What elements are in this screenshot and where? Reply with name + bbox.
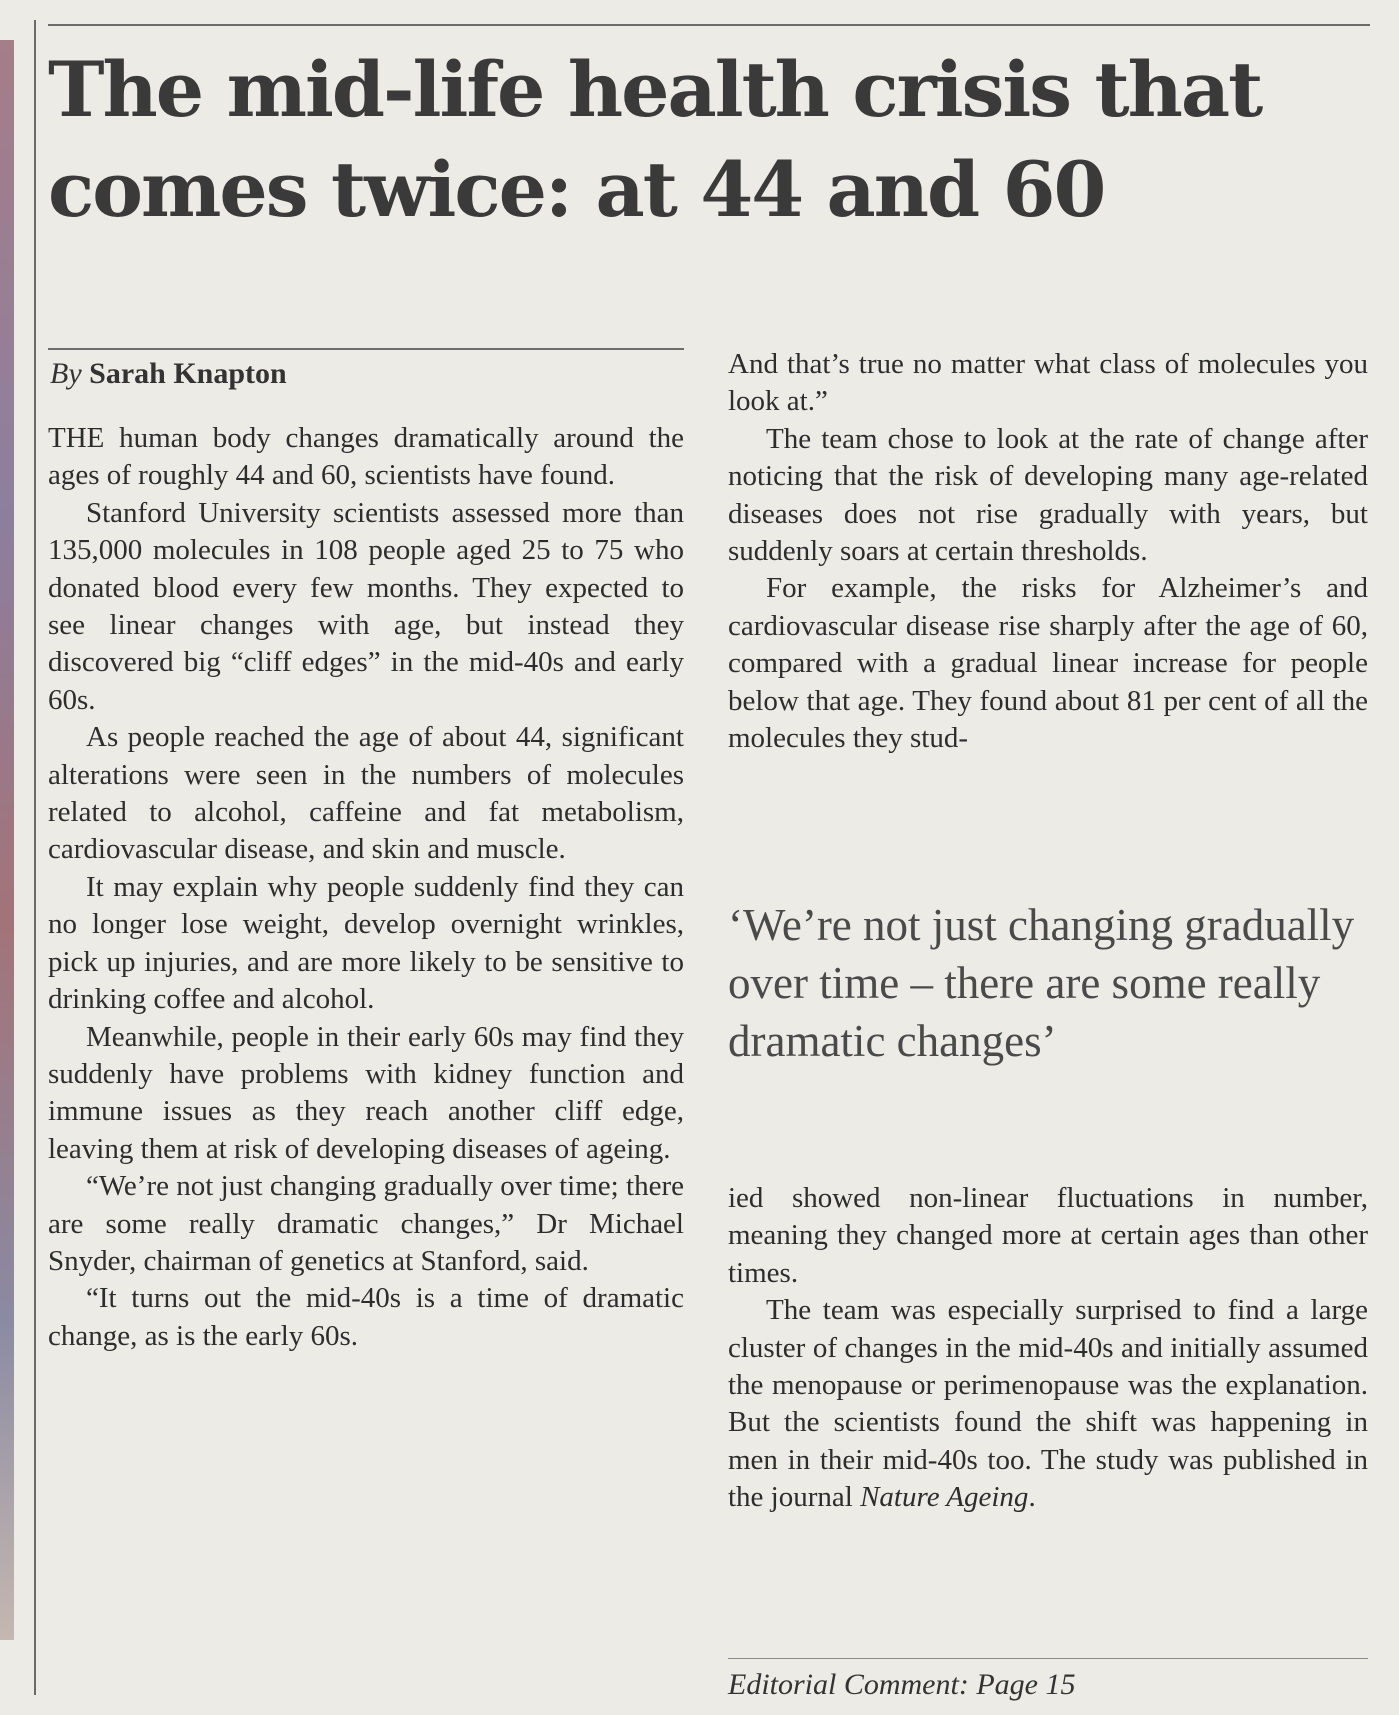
paragraph: Meanwhile, people in their early 60s may find they suddenly have problems with kidney function and immune issues as they reach another cliff edge, leaving them at risk of developing diseases of ageing. — [48, 1020, 684, 1165]
paragraph — [728, 1292, 1368, 1516]
paragraph: ied showed non-linear fluctuations in number, meaning they changed more at certain ages than other times. — [728, 1182, 1368, 1289]
paragraph: THE human body changes dramatically around the ages of roughly 44 and 60, scientists have found. — [48, 422, 684, 492]
left-column — [48, 420, 684, 1690]
byline-prefix: By — [50, 357, 82, 390]
journal-suffix: . — [1028, 1481, 1036, 1514]
paragraph: “It turns out the mid-40s is a time of dramatic change, as is the early 60s. — [48, 1282, 684, 1352]
paragraph: For example, the risks for Alzheimer’s and cardiovascular disease rise sharply after the age of 60, compared with a gradual linear increase for people below that age. They found about 81 per cent of all the molecules they stud- — [728, 572, 1368, 755]
byline-author: Sarah Knapton — [89, 357, 287, 390]
paragraph: It may explain why people suddenly find they can no longer lose weight, develop overnight wrinkles, pick up injuries, and are more likely to be sensitive to drinking coffee and alcohol. — [48, 870, 684, 1016]
byline — [50, 354, 287, 394]
paragraph: “We’re not just changing gradually over time; there are some really dramatic changes,” Dr Michael Snyder, chairman of genetics at Stanford, said. — [48, 1170, 684, 1277]
headline: The mid-life health crisis that comes twice: at 44 and 60 — [48, 45, 1262, 234]
right-column-top — [728, 346, 1368, 856]
pull-quote: ‘We’re not just changing gradually over time – there are some really dramatic changes’ — [728, 900, 1355, 1066]
end-rule — [728, 1658, 1368, 1659]
paragraph: And that’s true no matter what class of molecules you look at.” — [728, 348, 1368, 418]
byline-rule — [48, 348, 684, 350]
journal-name: Nature Ageing — [860, 1481, 1029, 1514]
editorial-comment-reference: Editorial Comment: Page 15 — [728, 1668, 1076, 1701]
paragraph: As people reached the age of about 44, significant alterations were seen in the numbers of molecules related to alcohol, caffeine and fat metabolism, cardiovascular disease, and skin and muscle. — [48, 721, 684, 866]
top-rule — [48, 24, 1370, 26]
paragraph: The team chose to look at the rate of change after noticing that the risk of developing many age-related diseases does not rise gradually with years, but suddenly soars at certain thresholds. — [728, 422, 1368, 568]
adjacent-page-edge — [0, 40, 14, 1640]
paragraph: Stanford University scientists assessed more than 135,000 molecules in 108 people aged 25 to 75 who donated blood every few months. They expected to see linear changes with age, but instead they discovered big “cliff edges” in the mid-40s and early 60s. — [48, 496, 684, 716]
right-column-bottom — [728, 1180, 1368, 1600]
column-divider-rule — [34, 20, 36, 1695]
paragraph-text: The team was especially surprised to find a large cluster of changes in the mid-40s and initially assumed the menopause or perimenopause was the explanation. But the scientists found the shift was happening in men in their mid-40s too. The study was published in the journal — [728, 1294, 1368, 1514]
